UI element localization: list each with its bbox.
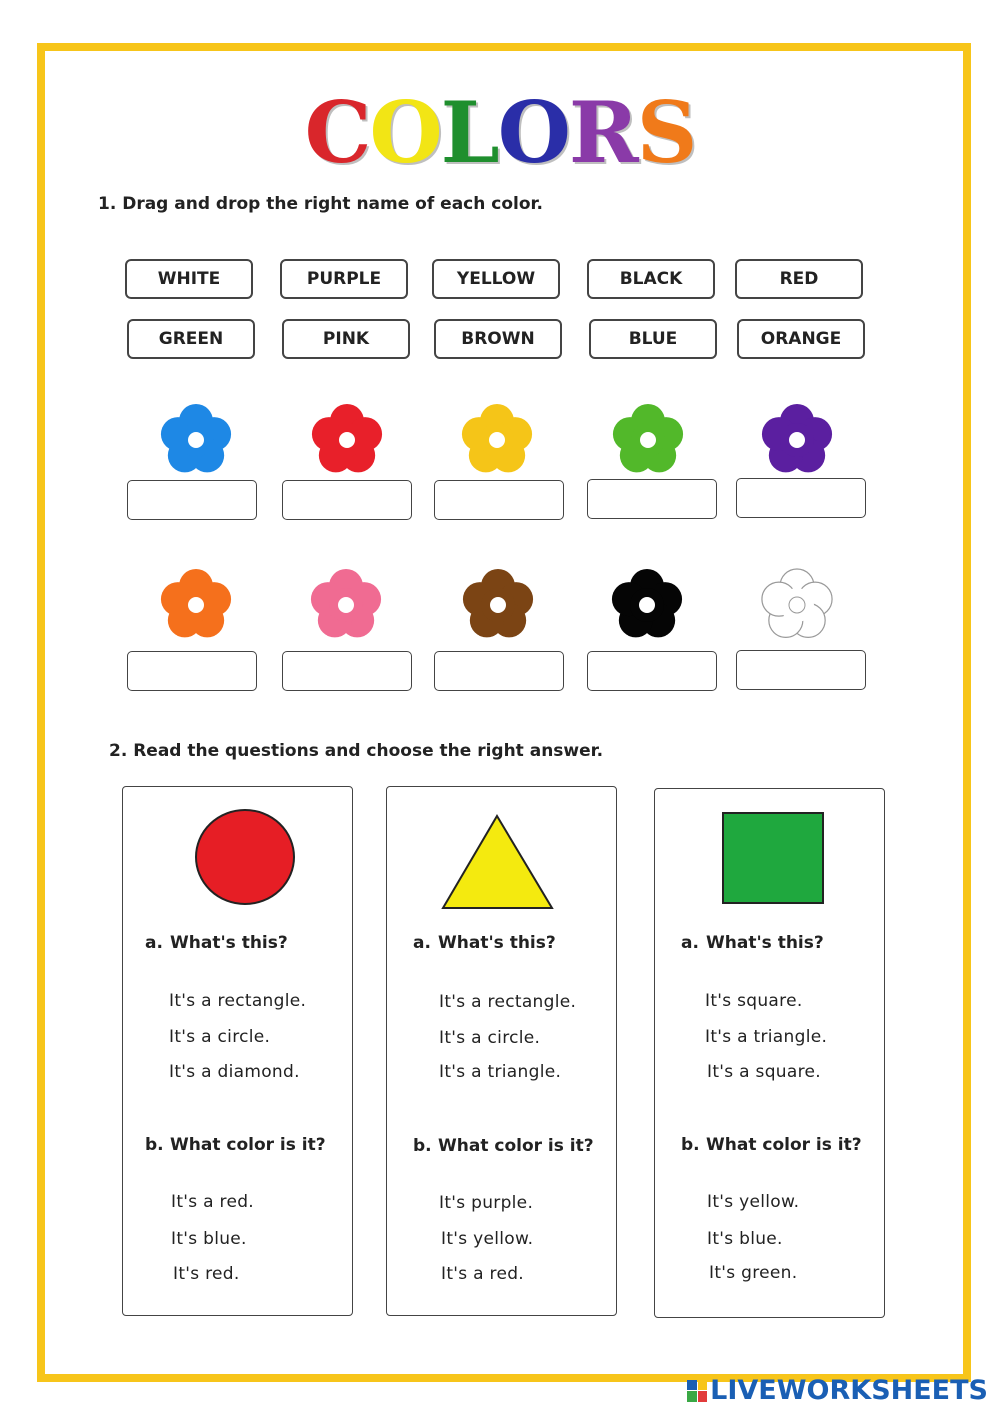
drop-slot[interactable]	[127, 480, 257, 520]
flower-icon	[307, 400, 387, 480]
question-a: a. What's this?	[145, 933, 288, 953]
word-chip-blue[interactable]: BLUE	[589, 319, 717, 359]
answer-option[interactable]: It's a circle.	[439, 1028, 541, 1048]
flower-icon	[457, 400, 537, 480]
word-chip-green[interactable]: GREEN	[127, 319, 255, 359]
instruction-2: 2. Read the questions and choose the right answer.	[109, 741, 604, 761]
instruction-1: 1. Drag and drop the right name of each color.	[98, 194, 543, 214]
drop-slot[interactable]	[282, 480, 412, 520]
answer-option[interactable]: It's a rectangle.	[169, 991, 307, 1011]
answer-option[interactable]: It's green.	[709, 1263, 798, 1283]
liveworksheets-icon	[687, 1380, 707, 1402]
green-square-shape	[722, 812, 824, 904]
answer-option[interactable]: It's a circle.	[169, 1027, 271, 1047]
answer-option[interactable]: It's a triangle.	[439, 1062, 562, 1082]
answer-option[interactable]: It's a square.	[707, 1062, 821, 1082]
title-letter: O	[369, 83, 441, 182]
answer-option[interactable]: It's a triangle.	[705, 1027, 828, 1047]
answer-option[interactable]: It's square.	[705, 991, 803, 1011]
drop-slot[interactable]	[587, 479, 717, 519]
question-b: b. What color is it?	[413, 1136, 594, 1156]
word-chip-yellow[interactable]: YELLOW	[432, 259, 560, 299]
word-chip-black[interactable]: BLACK	[587, 259, 715, 299]
question-card-triangle	[386, 786, 617, 1316]
word-chip-pink[interactable]: PINK	[282, 319, 410, 359]
drop-slot[interactable]	[736, 478, 866, 518]
flower-icon	[306, 565, 386, 645]
answer-option[interactable]: It's red.	[173, 1264, 240, 1284]
drop-slot[interactable]	[127, 651, 257, 691]
question-card-square	[654, 788, 885, 1318]
answer-option[interactable]: It's a diamond.	[169, 1062, 300, 1082]
question-b: b. What color is it?	[681, 1135, 862, 1155]
flower-icon	[458, 565, 538, 645]
drop-slot[interactable]	[736, 650, 866, 690]
answer-option[interactable]: It's purple.	[439, 1193, 534, 1213]
word-chip-white[interactable]: WHITE	[125, 259, 253, 299]
word-chip-brown[interactable]: BROWN	[434, 319, 562, 359]
drop-slot[interactable]	[587, 651, 717, 691]
answer-option[interactable]: It's a rectangle.	[439, 992, 577, 1012]
question-a: a. What's this?	[413, 933, 556, 953]
answer-option[interactable]: It's yellow.	[441, 1229, 534, 1249]
red-circle-shape	[193, 807, 297, 907]
title-letter: R	[568, 83, 637, 182]
answer-option[interactable]: It's blue.	[171, 1229, 247, 1249]
flower-icon	[607, 565, 687, 645]
flower-icon	[156, 400, 236, 480]
question-card-circle	[122, 786, 353, 1316]
answer-option[interactable]: It's a red.	[171, 1192, 255, 1212]
question-b: b. What color is it?	[145, 1135, 326, 1155]
page-title	[0, 83, 1000, 182]
flower-icon	[757, 400, 837, 480]
title-letter: S	[636, 83, 696, 182]
yellow-triangle-shape	[440, 813, 556, 911]
word-chip-purple[interactable]: PURPLE	[280, 259, 408, 299]
question-a: a. What's this?	[681, 933, 824, 953]
brand-text: LIVEWORKSHEETS	[710, 1375, 988, 1406]
title-letter: L	[440, 83, 498, 182]
flower-icon	[757, 565, 837, 645]
title-letter: O	[497, 83, 569, 182]
word-chip-orange[interactable]: ORANGE	[737, 319, 865, 359]
title-letter: C	[304, 83, 370, 182]
answer-option[interactable]: It's blue.	[707, 1229, 783, 1249]
word-chip-red[interactable]: RED	[735, 259, 863, 299]
flower-icon	[156, 565, 236, 645]
answer-option[interactable]: It's a red.	[441, 1264, 525, 1284]
liveworksheets-logo	[687, 1375, 988, 1406]
flower-icon	[608, 400, 688, 480]
drop-slot[interactable]	[434, 480, 564, 520]
drop-slot[interactable]	[434, 651, 564, 691]
drop-slot[interactable]	[282, 651, 412, 691]
answer-option[interactable]: It's yellow.	[707, 1192, 800, 1212]
